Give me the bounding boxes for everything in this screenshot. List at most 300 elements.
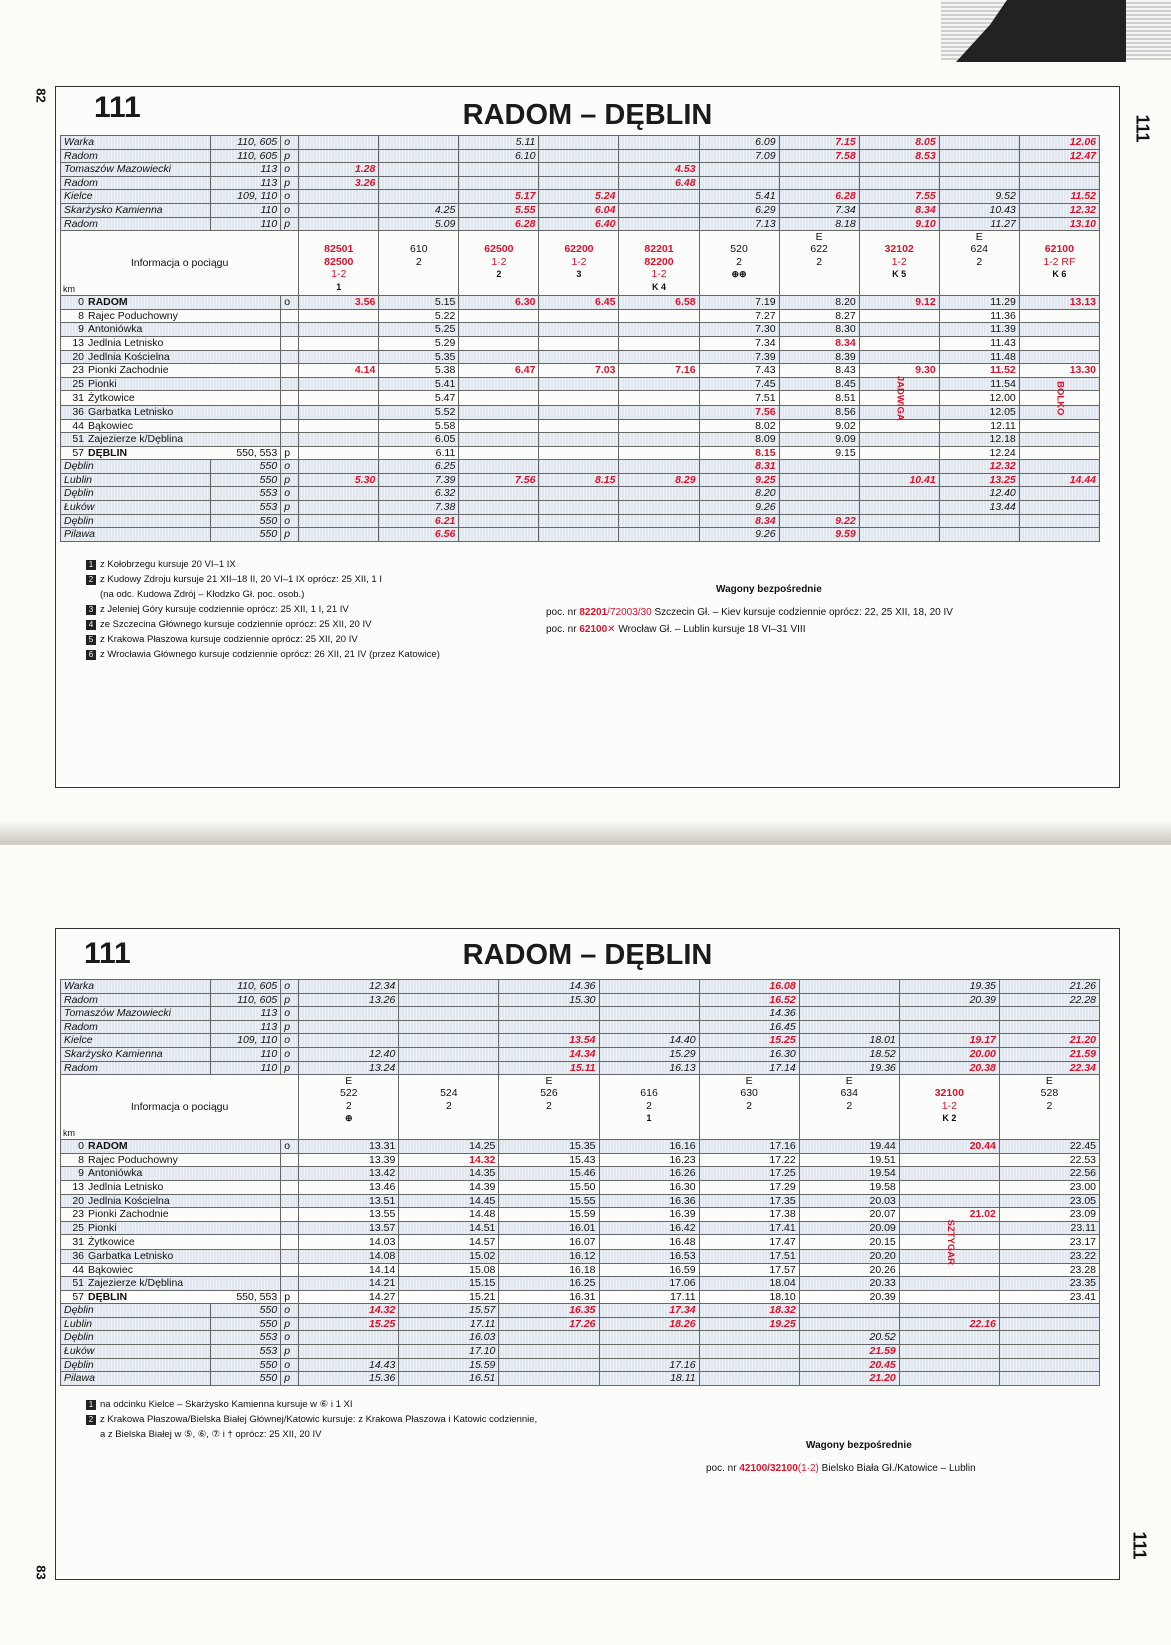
- arr-dep-code: p: [281, 1290, 299, 1304]
- train-number: 42100/32100: [739, 1463, 798, 1474]
- time-cell: [379, 176, 459, 190]
- time-cell: [899, 1331, 999, 1345]
- coach-description: Bielsko Biała Gł./Katowice – Lublin: [818, 1463, 976, 1474]
- train-note-mark: K 6: [1052, 269, 1067, 280]
- time-cell: [999, 1304, 1099, 1318]
- train-class: 2: [976, 255, 983, 268]
- train-number: 32102: [884, 243, 914, 256]
- time-cell: 13.26: [299, 993, 399, 1007]
- time-cell: 13.46: [299, 1180, 399, 1194]
- time-cell: [899, 1372, 999, 1386]
- time-cell: [859, 336, 939, 350]
- time-cell: [1019, 309, 1099, 323]
- table-number: 111: [84, 937, 131, 970]
- time-cell: [539, 309, 619, 323]
- table-ref: 550, 553: [236, 1290, 278, 1303]
- time-cell: 17.41: [699, 1221, 799, 1235]
- time-cell: 7.16: [619, 364, 699, 378]
- arr-dep-code: [281, 1180, 299, 1194]
- time-cell: [899, 1219, 999, 1266]
- km-value: 25: [72, 1221, 84, 1234]
- time-cell: 17.57: [699, 1263, 799, 1277]
- station-cell: [61, 419, 281, 433]
- time-cell: [459, 419, 539, 433]
- time-cell: 17.47: [699, 1235, 799, 1250]
- time-cell: 5.30: [299, 473, 379, 487]
- time-cell: 16.03: [399, 1331, 499, 1345]
- time-cell: [859, 433, 939, 447]
- time-cell: [899, 1358, 999, 1372]
- km-value: 57: [72, 446, 84, 459]
- feeder-row: [61, 993, 1100, 1007]
- station-cell: [61, 391, 281, 406]
- time-cell: 10.41: [859, 473, 939, 487]
- time-cell: [499, 1372, 599, 1386]
- arr-dep-code: p: [281, 1372, 299, 1386]
- station-name: Lublin: [61, 1317, 211, 1331]
- train-number: 32100: [934, 1087, 964, 1100]
- km-value: 25: [72, 377, 84, 390]
- km-value: 0: [78, 296, 84, 309]
- time-cell: 11.52: [939, 364, 1019, 378]
- time-cell: [779, 460, 859, 474]
- feeder-row: [61, 1034, 1100, 1048]
- time-cell: [379, 163, 459, 177]
- time-cell: 16.30: [699, 1047, 799, 1061]
- time-cell: [299, 487, 379, 501]
- station-cell: [61, 296, 281, 310]
- time-cell: 8.31: [699, 460, 779, 474]
- time-cell: 8.15: [539, 473, 619, 487]
- train-header: [1019, 231, 1099, 296]
- arr-dep-code: [281, 419, 299, 433]
- station-row: [61, 323, 1100, 337]
- time-cell: [859, 376, 939, 422]
- time-cell: 15.35: [499, 1140, 599, 1154]
- time-cell: 16.12: [499, 1249, 599, 1263]
- train-number: 616: [640, 1087, 658, 1100]
- time-cell: 15.57: [399, 1304, 499, 1318]
- time-cell: 14.45: [399, 1194, 499, 1208]
- time-cell: 7.56: [459, 473, 539, 487]
- footnotes-top: [86, 557, 440, 662]
- time-cell: [539, 419, 619, 433]
- time-cell: 12.40: [299, 1047, 399, 1061]
- station-row: [61, 1290, 1100, 1304]
- station-row: [61, 350, 1100, 364]
- km-value: 51: [72, 1277, 84, 1290]
- time-cell: [499, 1358, 599, 1372]
- time-cell: 14.39: [399, 1180, 499, 1194]
- time-cell: 23.17: [999, 1235, 1099, 1250]
- time-cell: [699, 163, 779, 177]
- station-row: [61, 1180, 1100, 1194]
- time-cell: 22.45: [999, 1140, 1099, 1154]
- arr-dep-code: o: [281, 514, 299, 528]
- km-value: 9: [78, 323, 84, 336]
- footnote: [86, 1397, 537, 1412]
- time-cell: 20.39: [799, 1290, 899, 1304]
- time-cell: [399, 1007, 499, 1021]
- footnote-text: z Kudowy Zdroju kursuje 21 XII–18 II, 20 VI–1 IX oprócz: 25 XII, 1 I: [100, 574, 382, 585]
- arr-dep-code: [281, 323, 299, 337]
- time-cell: 20.00: [899, 1047, 999, 1061]
- time-cell: 13.39: [299, 1153, 399, 1167]
- time-cell: [299, 136, 379, 150]
- arr-dep-code: [281, 1153, 299, 1167]
- footnote-marker: 5: [86, 635, 96, 645]
- time-cell: [799, 980, 899, 994]
- prefix: poc. nr: [546, 624, 580, 635]
- time-cell: 13.44: [939, 501, 1019, 515]
- time-cell: 14.36: [499, 980, 599, 994]
- time-cell: 12.00: [939, 391, 1019, 406]
- time-cell: 14.40: [599, 1034, 699, 1048]
- table-ref: 553: [211, 487, 281, 501]
- electric-mark: [382, 231, 455, 243]
- time-cell: [399, 993, 499, 1007]
- station-row: [61, 364, 1100, 378]
- time-cell: 14.44: [1019, 473, 1099, 487]
- time-cell: [459, 309, 539, 323]
- train-number: 630: [740, 1087, 758, 1100]
- time-cell: 12.24: [939, 446, 1019, 460]
- time-cell: [299, 1345, 399, 1359]
- time-cell: 16.01: [499, 1221, 599, 1235]
- time-cell: 16.59: [599, 1263, 699, 1277]
- time-cell: 11.52: [1019, 190, 1099, 204]
- train-class: 1·2: [491, 255, 507, 268]
- time-cell: 6.48: [619, 176, 699, 190]
- time-cell: 11.39: [939, 323, 1019, 337]
- time-cell: [399, 1034, 499, 1048]
- time-cell: [779, 473, 859, 487]
- named-train-label: JADWIGA: [894, 376, 906, 422]
- time-cell: [619, 309, 699, 323]
- time-cell: 13.55: [299, 1208, 399, 1222]
- train-number: 528: [1040, 1087, 1059, 1100]
- time-cell: 20.26: [799, 1263, 899, 1277]
- station-cell: [61, 336, 281, 350]
- time-cell: [799, 1007, 899, 1021]
- time-cell: 20.45: [799, 1358, 899, 1372]
- arr-dep-code: p: [281, 501, 299, 515]
- footnote-text: z Krakowa Płaszowa/Bielska Białej Głównej/Katowic kursuje: z Krakowa Płaszowa i Katowic codziennie,: [100, 1414, 538, 1425]
- named-train-label: BOLKO: [1054, 381, 1066, 416]
- time-cell: [699, 1358, 799, 1372]
- train-number: 62500: [484, 243, 514, 256]
- time-cell: 7.19: [699, 296, 779, 310]
- electric-mark: [622, 231, 695, 243]
- train-number: 520: [730, 243, 748, 256]
- time-cell: [799, 1304, 899, 1318]
- time-cell: 17.16: [599, 1358, 699, 1372]
- time-cell: [859, 460, 939, 474]
- time-cell: 7.55: [859, 190, 939, 204]
- km-value: 31: [72, 391, 84, 404]
- time-cell: 17.14: [699, 1061, 799, 1075]
- time-cell: 9.26: [699, 528, 779, 542]
- time-cell: 23.41: [999, 1290, 1099, 1304]
- arr-dep-code: [281, 309, 299, 323]
- time-cell: 23.05: [999, 1194, 1099, 1208]
- coach-description: Szczecin Gł. – Kiev kursuje codziennie oprócz: 22, 25 XII, 18, 20 IV: [651, 607, 953, 618]
- time-cell: 8.51: [779, 391, 859, 406]
- train-header: [859, 231, 939, 296]
- time-cell: [939, 514, 1019, 528]
- time-cell: 5.17: [459, 190, 539, 204]
- station-name: Jedlnia Letnisko: [88, 1180, 164, 1193]
- time-cell: [379, 190, 459, 204]
- train-class: 1-2: [651, 268, 667, 281]
- station-row: [61, 1277, 1100, 1291]
- arr-dep-code: [281, 1277, 299, 1291]
- time-cell: 5.52: [379, 405, 459, 419]
- time-cell: 13.42: [299, 1167, 399, 1181]
- time-cell: [539, 350, 619, 364]
- time-cell: 20.15: [799, 1235, 899, 1250]
- station-name: Jedlnia Kościelna: [88, 350, 170, 363]
- time-cell: [1019, 323, 1099, 337]
- feeder-row: [61, 980, 1100, 994]
- km-value: 9: [78, 1167, 84, 1180]
- time-cell: [699, 176, 779, 190]
- footnote-marker: 6: [86, 650, 96, 660]
- table-ref: 110: [211, 1061, 281, 1075]
- time-cell: 7.34: [699, 336, 779, 350]
- time-cell: [899, 1345, 999, 1359]
- time-cell: 5.38: [379, 364, 459, 378]
- train-class: 2: [1046, 1099, 1053, 1112]
- time-cell: 16.52: [699, 993, 799, 1007]
- train-class: 2: [546, 1099, 552, 1112]
- time-cell: 23.35: [999, 1277, 1099, 1291]
- footnote-text: (na odc. Kudowa Zdrój – Kłodzko Gł. poc. osob.): [100, 589, 305, 600]
- time-cell: 19.35: [899, 980, 999, 994]
- train-header: [399, 1075, 499, 1140]
- time-cell: 14.51: [399, 1221, 499, 1235]
- time-cell: 16.36: [599, 1194, 699, 1208]
- time-cell: [1019, 514, 1099, 528]
- time-cell: 7.45: [699, 377, 779, 391]
- time-cell: [799, 1020, 899, 1034]
- time-cell: 17.22: [699, 1153, 799, 1167]
- time-cell: [1019, 419, 1099, 433]
- time-cell: 5.22: [379, 309, 459, 323]
- table-ref: 110, 605: [211, 149, 281, 163]
- time-cell: 20.33: [799, 1277, 899, 1291]
- time-cell: [459, 446, 539, 460]
- time-cell: [299, 1034, 399, 1048]
- time-cell: 16.07: [499, 1235, 599, 1250]
- table-ref: 553: [211, 501, 281, 515]
- time-cell: 16.51: [399, 1372, 499, 1386]
- arr-dep-code: [281, 391, 299, 406]
- station-name: Dęblin: [61, 460, 211, 474]
- footnote: [86, 1427, 537, 1442]
- station-name: Dęblin: [61, 1304, 211, 1318]
- time-cell: [619, 446, 699, 460]
- time-cell: 6.09: [699, 136, 779, 150]
- station-name: Żytkowice: [88, 391, 135, 404]
- arr-dep-code: p: [281, 446, 299, 460]
- time-cell: 16.16: [599, 1140, 699, 1154]
- station-row: [61, 1194, 1100, 1208]
- time-cell: 8.15: [699, 446, 779, 460]
- footnote-text: ze Szczecina Głównego kursuje codziennie oprócz: 25 XII, 20 IV: [100, 619, 372, 630]
- km-value: 31: [72, 1235, 84, 1248]
- time-cell: 23.22: [999, 1249, 1099, 1263]
- station-name: Pionki: [88, 377, 117, 390]
- time-cell: [299, 433, 379, 447]
- train-header: [699, 1075, 799, 1140]
- arr-dep-code: [281, 1235, 299, 1250]
- station-cell: [61, 1194, 281, 1208]
- footnote-text: z Kołobrzegu kursuje 20 VI–1 IX: [100, 559, 236, 570]
- time-cell: 18.11: [599, 1372, 699, 1386]
- time-cell: 11.54: [939, 377, 1019, 391]
- time-cell: 15.46: [499, 1167, 599, 1181]
- station-cell: [61, 1249, 281, 1263]
- station-cell: [61, 1140, 281, 1154]
- electric-mark: [863, 231, 936, 243]
- time-cell: 7.39: [699, 350, 779, 364]
- footnote-text: a z Bielska Białej w ⑤, ⑥, ⑦ i † oprócz: 25 XII, 20 IV: [100, 1429, 322, 1440]
- page-number: 83: [33, 1565, 49, 1580]
- onward-row: [61, 1372, 1100, 1386]
- station-name: Garbatka Letnisko: [88, 405, 174, 418]
- table-ref: 113: [211, 1020, 281, 1034]
- time-cell: 19.51: [799, 1153, 899, 1167]
- arr-dep-code: [281, 336, 299, 350]
- time-cell: [299, 350, 379, 364]
- time-cell: 15.50: [499, 1180, 599, 1194]
- time-cell: [299, 203, 379, 217]
- time-cell: [399, 1047, 499, 1061]
- station-name: Radom: [61, 217, 211, 231]
- time-cell: 14.35: [399, 1167, 499, 1181]
- table-ref: 550: [211, 528, 281, 542]
- onward-row: [61, 1304, 1100, 1318]
- time-cell: 17.35: [699, 1194, 799, 1208]
- time-cell: 9.59: [779, 528, 859, 542]
- time-cell: [939, 163, 1019, 177]
- electric-mark: [302, 231, 375, 243]
- train-header: [379, 231, 459, 296]
- train-note-mark: K 4: [651, 281, 666, 292]
- time-cell: [779, 163, 859, 177]
- time-cell: 14.36: [699, 1007, 799, 1021]
- train-header: [539, 231, 619, 296]
- time-cell: 6.05: [379, 433, 459, 447]
- onward-row: [61, 1358, 1100, 1372]
- time-cell: [459, 514, 539, 528]
- station-row: [61, 419, 1100, 433]
- time-cell: 15.02: [399, 1249, 499, 1263]
- time-cell: [779, 176, 859, 190]
- time-cell: 21.20: [799, 1372, 899, 1386]
- time-cell: [459, 350, 539, 364]
- time-cell: 6.28: [459, 217, 539, 231]
- time-cell: [619, 323, 699, 337]
- electric-mark: [542, 231, 615, 243]
- time-cell: 18.10: [699, 1290, 799, 1304]
- time-cell: 17.38: [699, 1208, 799, 1222]
- station-name: Radom: [61, 1020, 211, 1034]
- time-cell: [999, 1317, 1099, 1331]
- train-class: 1-2: [891, 255, 907, 268]
- km-value: 13: [72, 1180, 84, 1193]
- km-value: 8: [78, 309, 84, 322]
- train-number: 82201 82200: [644, 243, 674, 268]
- time-cell: 7.30: [699, 323, 779, 337]
- time-cell: 1.28: [299, 163, 379, 177]
- station-cell: [61, 1167, 281, 1181]
- time-cell: 17.34: [599, 1304, 699, 1318]
- time-cell: [459, 377, 539, 391]
- time-cell: 21.59: [799, 1345, 899, 1359]
- onward-row: [61, 1345, 1100, 1359]
- time-cell: [299, 460, 379, 474]
- footnote-text: z Jeleniej Góry kursuje codziennie oprócz: 25 XII, 1 I, 21 IV: [100, 604, 349, 615]
- station-name: Bąkowiec: [88, 1263, 133, 1276]
- time-cell: 22.34: [999, 1061, 1099, 1075]
- time-cell: 5.41: [379, 377, 459, 391]
- feeder-row: [61, 203, 1100, 217]
- arr-dep-code: [281, 1263, 299, 1277]
- time-cell: 9.10: [859, 217, 939, 231]
- time-cell: 6.25: [379, 460, 459, 474]
- time-cell: 20.03: [799, 1194, 899, 1208]
- time-cell: 16.39: [599, 1208, 699, 1222]
- arr-dep-code: o: [281, 1304, 299, 1318]
- arr-dep-code: p: [281, 1345, 299, 1359]
- footnote: [86, 632, 440, 647]
- train-class: 1-2: [571, 255, 587, 268]
- station-name: Tomaszów Mazowiecki: [61, 1007, 211, 1021]
- arr-dep-code: p: [281, 1317, 299, 1331]
- train-info-row: [61, 231, 1100, 296]
- station-name: Pilawa: [61, 528, 211, 542]
- time-cell: 18.26: [599, 1317, 699, 1331]
- time-cell: [619, 405, 699, 419]
- time-cell: 12.40: [939, 487, 1019, 501]
- train-number-suffix: /72003/30: [607, 607, 652, 618]
- station-cell: [61, 1221, 281, 1235]
- time-cell: 16.23: [599, 1153, 699, 1167]
- time-cell: 12.05: [939, 405, 1019, 419]
- feeder-row: [61, 136, 1100, 150]
- time-cell: 21.59: [999, 1047, 1099, 1061]
- prefix: poc. nr: [706, 1463, 740, 1474]
- train-class: 2: [345, 1099, 352, 1112]
- feeder-row: [61, 1020, 1100, 1034]
- time-cell: [999, 1372, 1099, 1386]
- time-cell: 20.07: [799, 1208, 899, 1222]
- km-value: 20: [72, 350, 84, 363]
- time-cell: [399, 980, 499, 994]
- time-cell: 13.51: [299, 1194, 399, 1208]
- time-cell: 5.24: [539, 190, 619, 204]
- km-value: 0: [78, 1140, 84, 1153]
- time-cell: 18.04: [699, 1277, 799, 1291]
- time-cell: [779, 501, 859, 515]
- footnote-text: na odcinku Kielce – Skarżysko Kamienna kursuje w ⑥ i 1 XI: [100, 1399, 353, 1410]
- arr-dep-code: [281, 433, 299, 447]
- footnote-marker: 3: [86, 605, 96, 615]
- time-cell: 14.14: [299, 1263, 399, 1277]
- time-cell: 18.01: [799, 1034, 899, 1048]
